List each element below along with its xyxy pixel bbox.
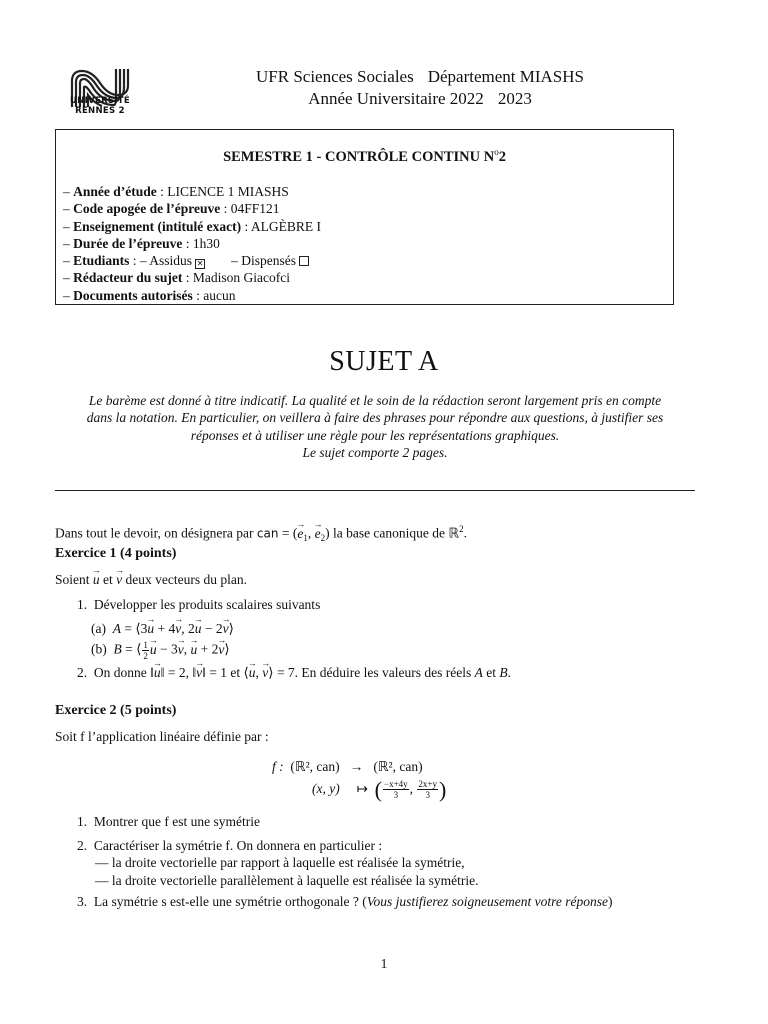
preamble-sup: 2 — [459, 524, 464, 534]
q3-text-c: ) — [608, 894, 613, 909]
instructions-line-2: dans la notation. En particulier, on veillera à faire des phrases pour répondre aux questions, à justifier ses — [86, 410, 664, 426]
info-sep: : — [156, 184, 168, 199]
q2-text-b: ‖ = 2, ‖ — [160, 665, 197, 680]
ex1-question-1a: (a) A = ⟨3→ u + 4→ v, 2→ u − 2→ v⟩ — [91, 620, 234, 637]
info-sep: : — [129, 253, 140, 269]
q2-text-a: On donne ‖ — [93, 665, 154, 680]
academic-year-end: 2023 — [497, 89, 532, 108]
info-row-redacteur — [63, 269, 321, 286]
info-row-code — [63, 200, 321, 217]
exercise-1-title: Exercice 1 (4 points) — [55, 546, 177, 561]
dash: – — [63, 253, 70, 269]
university-name — [66, 96, 134, 116]
info-value: LICENCE 1 MIASHS — [167, 184, 289, 199]
exam-info-title-num: 2 — [498, 148, 506, 165]
map-definition-line-1 — [272, 758, 423, 775]
question-number: 1. — [77, 814, 88, 829]
ex2-question-1 — [77, 813, 260, 830]
page-number: 1 — [380, 956, 388, 971]
info-label: Code apogée de l’épreuve — [73, 201, 221, 217]
frac2-denominator: 3 — [425, 790, 430, 801]
ex1-question-2: 2. On donne ‖→ u‖ = 2, ‖→ v‖ = 1 et ⟨→ u, → v⟩ = 7. En déduire les valeurs des réels A et B. — [77, 664, 511, 681]
preamble-text: Dans tout le devoir, on désignera par — [55, 525, 254, 541]
info-label: Rédacteur du sujet — [73, 270, 183, 286]
header-line-1 — [170, 66, 670, 88]
dash: – — [63, 287, 70, 303]
preamble: Dans tout le devoir, on désignera par can = (→ $e_1$, → $e_2$) la base canonique de ℝ$^2$. — [55, 521, 467, 547]
q2-text-e: et — [486, 665, 496, 680]
question-text: Caractériser la symétrie f. On donnera en particulier : — [93, 838, 383, 853]
exam-info-title-text: SEMESTRE 1 - CONTRÔLE CONTINU N — [223, 148, 495, 165]
question-text: Développer les produits scalaires suivants — [93, 597, 321, 612]
question-number: 3. — [77, 894, 88, 909]
q3-text-a: La symétrie s est-elle une symétrie orthogonale ? ( — [93, 894, 367, 909]
exam-info-title-sup: o — [494, 147, 499, 157]
exam-info-list — [63, 183, 321, 304]
frac1-denominator: 3 — [393, 790, 399, 801]
map-mapsto: ↦ — [356, 781, 368, 796]
info-sep: : — [182, 270, 193, 286]
ex1-intro-c: deux vecteurs du plan. — [125, 572, 247, 587]
header-line-2 — [170, 88, 670, 110]
info-sep: : — [182, 235, 193, 251]
question-number: 2. — [77, 665, 88, 680]
info-value: ALGÈBRE I — [250, 218, 321, 234]
instructions-line-1: Le barème est donné à titre indicatif. La qualité et le soin de la rédaction seront largement pris en compte — [88, 393, 662, 408]
info-label: Durée de l’épreuve — [73, 235, 183, 251]
preamble-text-2: la base canonique de ℝ — [332, 525, 460, 541]
question-number: 2. — [77, 838, 88, 853]
ex1-intro-a: Soient — [55, 572, 90, 587]
instructions-line-4: Le sujet comporte 2 pages. — [302, 444, 448, 460]
exercise-2-title: Exercice 2 (5 points) — [55, 703, 177, 718]
info-sep: : — [241, 218, 251, 234]
subquestion-label: (a) — [91, 621, 106, 636]
ex2-question-2 — [77, 837, 382, 854]
q2-text-c: ‖ = 1 et ⟨ — [202, 665, 249, 680]
horizontal-rule — [55, 490, 695, 491]
exercise-1-intro: Soient → u et → v deux vecteurs du plan. — [55, 571, 247, 588]
ex2-question-2-item-1: — la droite vectorielle par rapport à laquelle est réalisée la symétrie, — [95, 855, 465, 870]
ufr-name: UFR Sciences Sociales — [256, 67, 414, 86]
info-row-documents — [63, 287, 321, 304]
subject-title: SUJET A — [329, 346, 439, 377]
dash: – — [63, 218, 70, 234]
ex2-question-3 — [77, 893, 613, 910]
info-row-annee — [63, 183, 321, 200]
q3-text-b: Vous justifierez soigneusement votre réponse — [366, 894, 608, 909]
map-arrow: → — [349, 759, 364, 774]
dash: – — [63, 184, 70, 199]
subquestion-label: (b) — [91, 641, 107, 657]
info-value: aucun — [203, 287, 236, 303]
question-number: 1. — [77, 597, 88, 612]
dash: – — [63, 235, 70, 251]
dash: – — [63, 201, 70, 217]
exam-info-box — [55, 129, 674, 305]
info-row-duree — [63, 235, 321, 252]
info-value: 04FF121 — [230, 201, 280, 217]
university-line-1: UNIVERSITÉ — [70, 96, 130, 106]
dispenses-label: – Dispensés — [231, 253, 296, 269]
dash: – — [63, 270, 70, 286]
preamble-end: . — [463, 525, 467, 541]
ex2-question-2-item-2: — la droite vectorielle parallèlement à laquelle est réalisée la symétrie. — [95, 873, 479, 888]
q2-text-d: ⟩ = 7. En déduire les valeurs des réels — [268, 665, 472, 680]
info-label: Documents autorisés — [73, 287, 193, 303]
can-symbol: can — [256, 526, 279, 541]
subject-instructions — [55, 392, 695, 461]
question-text: Montrer que f est une symétrie — [93, 814, 260, 829]
info-label: Année d’étude — [73, 184, 157, 199]
university-line-2: RENNES 2 — [75, 106, 125, 116]
frac2-numerator: 2x+y — [418, 779, 437, 790]
map-definition-line-2: (x, y) ↦ ( $\frac{-x+4y}{3}$ , $\frac{2x+y}{3}$ ) — [312, 777, 447, 802]
info-sep: : — [220, 201, 231, 217]
info-value: 1h30 — [192, 235, 220, 251]
info-sep: : — [192, 287, 204, 303]
frac1-numerator: −x+4y — [384, 779, 408, 790]
instructions-line-3: réponses et à utiliser une règle pour les représentations graphiques. — [190, 427, 560, 443]
exam-info-title — [56, 147, 673, 166]
dispenses-checkbox[interactable] — [299, 256, 309, 266]
map-fname: f : — [272, 759, 284, 774]
ex1-question-1b: (b) B = ⟨ $\frac{1}{2}$ → u − 3→ v, → u + 2→ v⟩ — [91, 640, 230, 661]
map-variable: (x, y) — [312, 781, 340, 796]
map-domain: (ℝ², can) — [290, 759, 340, 774]
info-label: Enseignement (intitulé exact) — [73, 218, 242, 234]
exercise-2-intro: Soit f l’application linéaire définie par : — [55, 729, 269, 744]
info-row-etudiants — [63, 252, 321, 269]
map-codomain: (ℝ², can) — [373, 759, 423, 774]
assidus-label: – Assidus — [139, 253, 193, 269]
info-row-enseignement — [63, 218, 321, 235]
assidus-checkbox[interactable]: ✕ — [196, 259, 204, 269]
ex1-intro-b: et — [103, 572, 113, 587]
info-label: Etudiants — [73, 253, 130, 269]
academic-year-start: Année Universitaire 2022 — [308, 89, 484, 108]
page-header — [170, 66, 670, 110]
info-value: Madison Giacofci — [192, 270, 290, 286]
department-name: Département MIASHS — [427, 67, 584, 86]
